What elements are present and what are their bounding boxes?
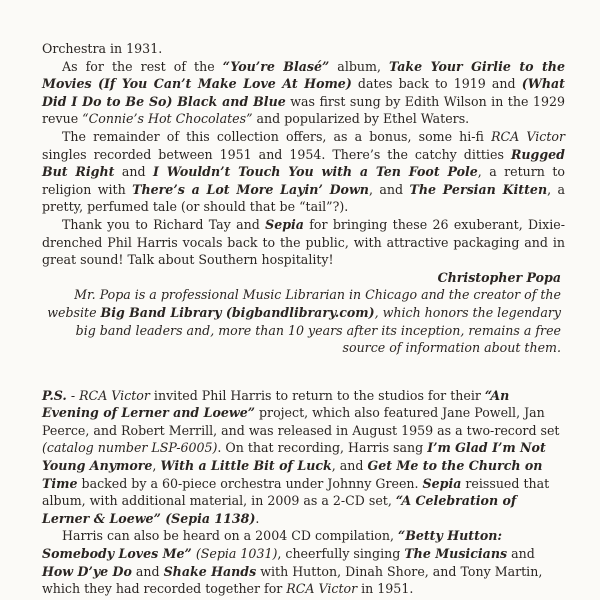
- catalog-number: (catalog number LSP-6005): [42, 440, 218, 456]
- song-title: I’m Glad I’m Not Young Anymore: [42, 440, 546, 474]
- text-run: , and: [368, 181, 410, 197]
- label-name: RCA Victor: [491, 128, 565, 144]
- text-run: The remainder of this collection offers, as a bonus, some hi-fi: [62, 128, 492, 144]
- ps-marker: P.S.: [42, 387, 67, 403]
- author-signature: [42, 269, 561, 287]
- text-run: reissued that album, with additional material, in 2009 as a 2-CD set,: [42, 475, 550, 509]
- paragraph-remainder: [42, 128, 565, 216]
- text-run: .: [255, 510, 260, 526]
- song-title: (What Did I Do to Be So) Black and Blue: [42, 76, 565, 109]
- text-run: invited Phil Harris to return to the studios for their: [149, 387, 485, 403]
- song-title: There’s a Lot More Layin’ Down: [132, 181, 369, 197]
- text-run: and: [131, 563, 164, 579]
- text-run: , cheerfully singing: [277, 546, 405, 562]
- label-name: RCA Victor: [79, 387, 150, 403]
- text-run: album,: [329, 58, 390, 74]
- text-run: , a return to religion with: [42, 164, 565, 197]
- text-run: singles recorded between 1951 and 1954. There’s the catchy ditties: [42, 146, 511, 162]
- album-title: “A Celebration of Lerner & Loewe” (Sepia 1138): [42, 493, 517, 526]
- text-run: , which honors the legendary big band leaders and, more than 10 years after its inception, remains a free source of information about them.: [75, 304, 561, 356]
- song-title: The Persian Kitten: [409, 181, 548, 197]
- paragraph-ps: [42, 387, 565, 528]
- text-run: dates back to 1919 and: [351, 76, 522, 92]
- catalog-number: (Sepia 1031): [195, 546, 278, 562]
- song-title: Shake Hands: [163, 563, 257, 579]
- text-run: . On that recording, Harris sang: [217, 440, 428, 456]
- signature-text: Christopher Popa: [437, 269, 561, 285]
- song-title: Rugged But Right: [42, 146, 565, 180]
- paragraph-thanks: [42, 216, 565, 269]
- label-name: Sepia: [265, 216, 304, 232]
- text-run: ,: [152, 458, 161, 474]
- label-name: RCA Victor: [286, 581, 358, 597]
- text-run: , a pretty, perfumed tale (or should that be “tail”?).: [42, 181, 566, 215]
- text-run: for bringing these 26 exuberant, Dixie-drenched Phil Harris vocals back to the public, with attractive packaging and in great sound! Talk about Southern hospitality!: [42, 216, 565, 268]
- text-run: Harris can also be heard on a 2004 CD compilation,: [62, 528, 398, 544]
- text-run: -: [66, 387, 80, 403]
- label-name: Sepia: [422, 475, 462, 491]
- album-title: “Betty Hutton: Somebody Loves Me”: [42, 528, 503, 562]
- song-title: The Musicians: [404, 546, 508, 562]
- song-title: Take Your Girlie to the Movies (If You Can’t Make Love At Home): [42, 58, 565, 92]
- text-run: Thank you to Richard Tay and: [62, 216, 266, 232]
- album-title: “An Evening of Lerner and Loewe”: [42, 387, 510, 421]
- text-run: and popularized by Ethel Waters.: [252, 111, 470, 127]
- text-line-orchestra: [42, 40, 565, 58]
- song-title: I Wouldn’t Touch You with a Ten Foot Pole: [153, 164, 478, 180]
- paragraph-youre-blase: [42, 58, 565, 128]
- album-title: “You’re Blasé”: [222, 58, 330, 74]
- text-run: backed by a 60-piece orchestra under Johnny Green.: [77, 475, 423, 491]
- section-spacer: [42, 357, 565, 387]
- text-run: project, which also featured Jane Powell, Jan Peerce, and Robert Merrill, and was released in August 1959 as a two-record set: [42, 405, 560, 438]
- author-bio: [42, 286, 561, 356]
- text-run: and: [114, 164, 153, 180]
- text-run: was first sung by Edith Wilson in the 1929 revue: [42, 93, 565, 127]
- website-name: Big Band Library (bigbandlibrary.com): [100, 304, 375, 320]
- text-run: Mr. Popa is a professional Music Librarian in Chicago and the creator of the website: [47, 287, 561, 320]
- text-run: Orchestra in 1931.: [42, 41, 163, 56]
- text-run: As for the rest of the: [62, 58, 223, 74]
- text-run: and: [507, 546, 535, 562]
- text-run: with Hutton, Dinah Shore, and Tony Martin, which they had recorded together for: [42, 563, 543, 597]
- song-title: With a Little Bit of Luck: [160, 458, 332, 474]
- text-run: in 1951.: [357, 581, 414, 597]
- revue-title: “Connie’s Hot Chocolates”: [82, 111, 253, 127]
- postscript-section: [42, 387, 565, 598]
- song-title: Get Me to the Church on Time: [42, 458, 543, 491]
- song-title: How D’ye Do: [42, 563, 132, 579]
- paragraph-compilation: [42, 527, 565, 597]
- text-run: , and: [331, 458, 368, 474]
